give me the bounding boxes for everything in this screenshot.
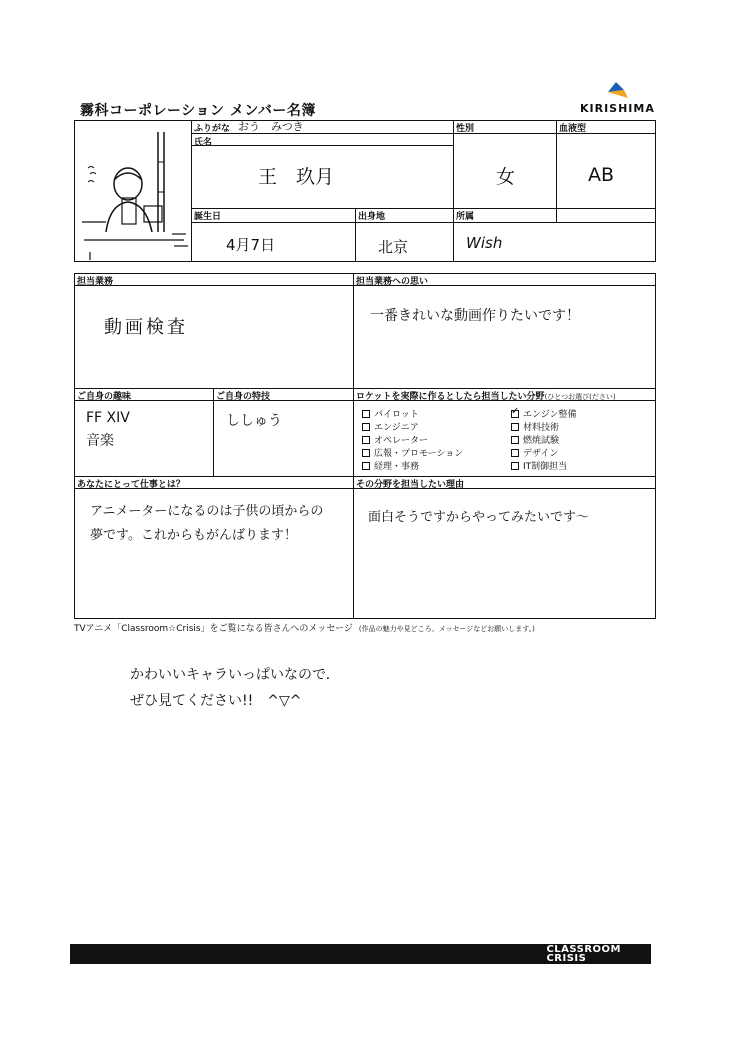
- job-feelings-value: 一番きれいな動画作りたいです！: [370, 308, 580, 324]
- skill-value: ししゅう: [226, 413, 282, 429]
- checkbox-icon[interactable]: [362, 423, 370, 431]
- furigana-label: ふりがな: [194, 124, 231, 134]
- birthplace-value: 北京: [378, 238, 409, 256]
- company-logo: [580, 80, 655, 120]
- member-photo: [76, 122, 190, 260]
- blood-type-label: 血液型: [559, 124, 587, 134]
- footer-logo: CLASSROOM CRISIS: [546, 944, 621, 964]
- furigana-value: おう みつき: [238, 120, 304, 133]
- logo-text: KIRISHIMA: [580, 102, 655, 115]
- hobby-value-1: FF XIV: [86, 410, 130, 426]
- checkbox-icon[interactable]: [362, 449, 370, 457]
- birthplace-label: 出身地: [358, 212, 386, 222]
- footer-bar: [70, 944, 651, 964]
- work-meaning-label: あなたにとって仕事とは？: [77, 480, 185, 490]
- affiliation-value: Wish: [466, 234, 503, 252]
- checkbox-icon[interactable]: [511, 436, 519, 444]
- birthday-value: 4月7日: [226, 236, 276, 254]
- option-materials[interactable]: 材料技術: [511, 420, 559, 433]
- option-operator[interactable]: オペレーター: [362, 433, 428, 446]
- option-engine-maintenance[interactable]: ✓ エンジン整備: [511, 407, 577, 420]
- option-engineer[interactable]: エンジニア: [362, 420, 419, 433]
- work-meaning-value-2: 夢です。これからもがんばります！: [90, 528, 297, 543]
- checkbox-checked-icon[interactable]: [511, 410, 519, 418]
- name-label: 氏名: [194, 138, 213, 148]
- skill-label: ご自身の特技: [216, 392, 271, 402]
- message-value-2: ぜひ見てください!! ^▽^: [130, 693, 302, 709]
- gender-value: 女: [496, 166, 516, 188]
- birthday-label: 誕生日: [194, 212, 222, 222]
- checkbox-icon[interactable]: [362, 436, 370, 444]
- message-label: TVアニメ「Classroom☆Crisis」をご覧になる皆さんへのメッセージ (作品の魅力や見どころ、メッセージなどお願いします。): [74, 624, 535, 634]
- option-it-control[interactable]: IT制御担当: [511, 459, 567, 472]
- rocket-field-label: ロケットを実際に作るとしたら担当したい分野(ひとつお選び(ださい): [356, 392, 616, 402]
- blood-type-value: AB: [588, 164, 615, 186]
- checkbox-icon[interactable]: [511, 462, 519, 470]
- logo-mark-icon: [580, 80, 650, 102]
- affiliation-label: 所属: [456, 212, 475, 222]
- name-value: 王 玖月: [258, 166, 335, 188]
- work-meaning-value-1: アニメーターになるのは子供の頃からの: [90, 504, 324, 519]
- portrait-sketch-icon: [76, 122, 190, 260]
- option-pr-promotion[interactable]: 広報・プロモーション: [362, 446, 463, 459]
- job-label: 担当業務: [77, 277, 114, 287]
- checkbox-icon[interactable]: [511, 423, 519, 431]
- option-design[interactable]: デザイン: [511, 446, 558, 459]
- option-combustion-test[interactable]: 燃焼試験: [511, 433, 559, 446]
- option-accounting[interactable]: 経理・事務: [362, 459, 419, 472]
- checkbox-icon[interactable]: [511, 449, 519, 457]
- field-reason-label: その分野を担当したい理由: [356, 480, 465, 490]
- field-reason-value: 面白そうですからやってみたいです～: [368, 510, 590, 525]
- hobby-value-2: 音楽: [86, 433, 114, 449]
- job-feelings-label: 担当業務への思い: [356, 277, 429, 287]
- hobby-label: ご自身の趣味: [77, 392, 132, 402]
- option-pilot[interactable]: パイロット: [362, 407, 419, 420]
- gender-label: 性別: [456, 124, 475, 134]
- checkbox-icon[interactable]: [362, 410, 370, 418]
- message-value-1: かわいいキャラいっぱいなので．: [130, 667, 340, 683]
- form-title: 霧科コーポレーション メンバー名簿: [80, 103, 316, 119]
- job-value: 動画検査: [104, 317, 188, 338]
- checkbox-icon[interactable]: [362, 462, 370, 470]
